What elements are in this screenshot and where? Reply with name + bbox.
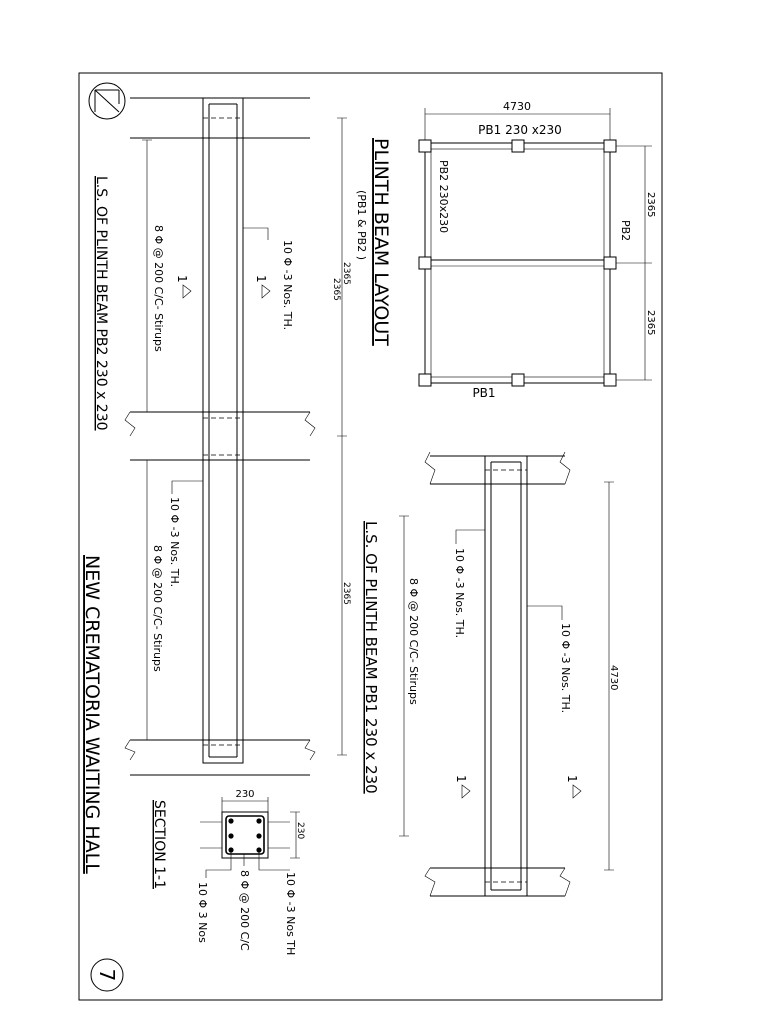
section-depth-dimension: 230 [295, 822, 305, 840]
pb2-stirrup-note-2: 8 Φ @ 200 C/C- Stirups [151, 545, 164, 672]
pb2-dimension-1: 2365 [341, 262, 351, 285]
pb2-dimension-3: 2365 [341, 582, 351, 605]
layout-top-dimension: 4730 [503, 100, 531, 113]
layout-title: PLINTH BEAM LAYOUT [370, 138, 392, 346]
north-arrow-icon [89, 83, 125, 119]
section-title: SECTION 1-1 [151, 800, 167, 889]
pb1-section-mark-left: 1 [454, 775, 468, 783]
section-width-dimension: 230 [235, 789, 255, 800]
pb2-section-mark-right: 1 [254, 275, 268, 283]
pb1-bottom-bar-note: 10 Φ -3 Nos. TH. [453, 548, 466, 639]
section-1-1-detail [200, 797, 300, 878]
layout-right-dimension-1: 2365 [645, 192, 656, 218]
pb1-longitudinal-section [399, 452, 614, 896]
pb1-stirrup-note: 8 Φ @ 200 C/C- Stirups [407, 578, 420, 705]
pb2-title: L.S. OF PLINTH BEAM PB2 230 x 230 [93, 176, 109, 431]
layout-right-dimension-2: 2365 [645, 310, 656, 336]
pb1-overall-dimension: 4730 [608, 665, 619, 691]
layout-bottom-beam-label: PB1 [472, 386, 496, 400]
plinth-beam-layout-plan [419, 108, 652, 386]
layout-right-beam-label: PB2 [619, 220, 632, 242]
pb1-top-bar-note: 10 Φ -3 Nos. TH. [559, 623, 572, 714]
layout-subtitle: (PB1 & PB2 ) [355, 190, 368, 261]
section-stirrup-note: 8 Φ @ 200 C/C [238, 870, 251, 951]
layout-left-beam-label: PB2 230x230 [437, 160, 450, 234]
layout-top-beam-label: PB1 230 x230 [478, 123, 562, 137]
pb2-bottom-bar-note: 10 Φ -3 Nos. TH. [168, 497, 181, 588]
sheet-title: NEW CREMATORIA WAITING HALL [81, 555, 103, 874]
pb2-top-bar-note: 10 Φ -3 Nos. TH. [281, 240, 294, 331]
pb2-section-mark-left: 1 [175, 275, 189, 283]
pb2-dimension-2: 2365 [331, 278, 341, 301]
pb1-section-mark-right: 1 [565, 775, 579, 783]
pb1-title: L.S. OF PLINTH BEAM PB1 230 x 230 [362, 521, 380, 794]
pb2-stirrup-note-1: 8 Φ @ 200 C/C- Stirups [152, 225, 165, 352]
section-bottom-bar-note: 10 Φ 3 Nos [196, 882, 209, 943]
pb2-longitudinal-section [125, 98, 347, 775]
section-top-bar-note: 10 Φ -3 Nos TH [284, 872, 297, 956]
sheet-number: 7 [95, 968, 119, 982]
